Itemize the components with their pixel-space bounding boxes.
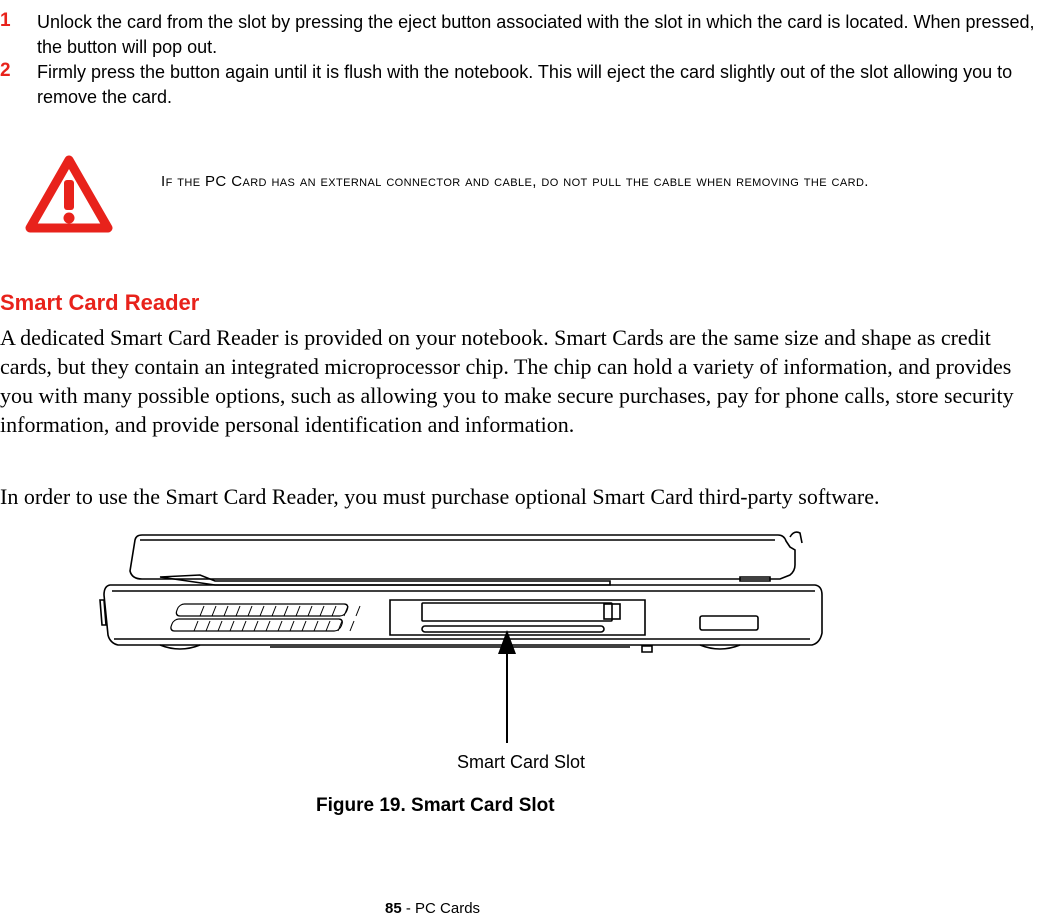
caution-text: If the PC Card has an external connector and cable, do not pull the cable when removing the card. bbox=[161, 173, 869, 190]
section-heading: Smart Card Reader bbox=[0, 290, 200, 315]
step-text: Unlock the card from the slot by pressing the eject button associated with the slot in which the card is located. When pressed, the button will pop out. bbox=[37, 12, 1035, 57]
paragraph-smart-card-intro: A dedicated Smart Card Reader is provided on your notebook. Smart Cards are the same size and shape as credit cards, but they contain an integrated microprocessor chip. The chip can hold a variety of information, and provides you with many possible options, such as allowing you to make secure purchases, pay for phone calls, store security information, and provide personal identification and information. bbox=[0, 325, 1014, 437]
page-number: 85 bbox=[385, 900, 402, 917]
notebook-side-illustration bbox=[90, 525, 840, 665]
page-footer bbox=[385, 900, 480, 917]
footer-separator: - bbox=[401, 900, 416, 917]
step-number: 2 bbox=[0, 60, 11, 81]
warning-icon bbox=[24, 154, 114, 236]
figure-caption: Figure 19. Smart Card Slot bbox=[316, 795, 555, 816]
step-number: 1 bbox=[0, 10, 11, 31]
callout-line bbox=[506, 648, 508, 743]
paragraph-software-note: In order to use the Smart Card Reader, you must purchase optional Smart Card third-party software. bbox=[0, 484, 880, 509]
footer-section: PC Cards bbox=[415, 900, 481, 917]
callout-label: Smart Card Slot bbox=[457, 752, 586, 772]
step-text: Firmly press the button again until it is flush with the notebook. This will eject the card slightly out of the slot allowing you to remove the card. bbox=[37, 62, 1013, 107]
